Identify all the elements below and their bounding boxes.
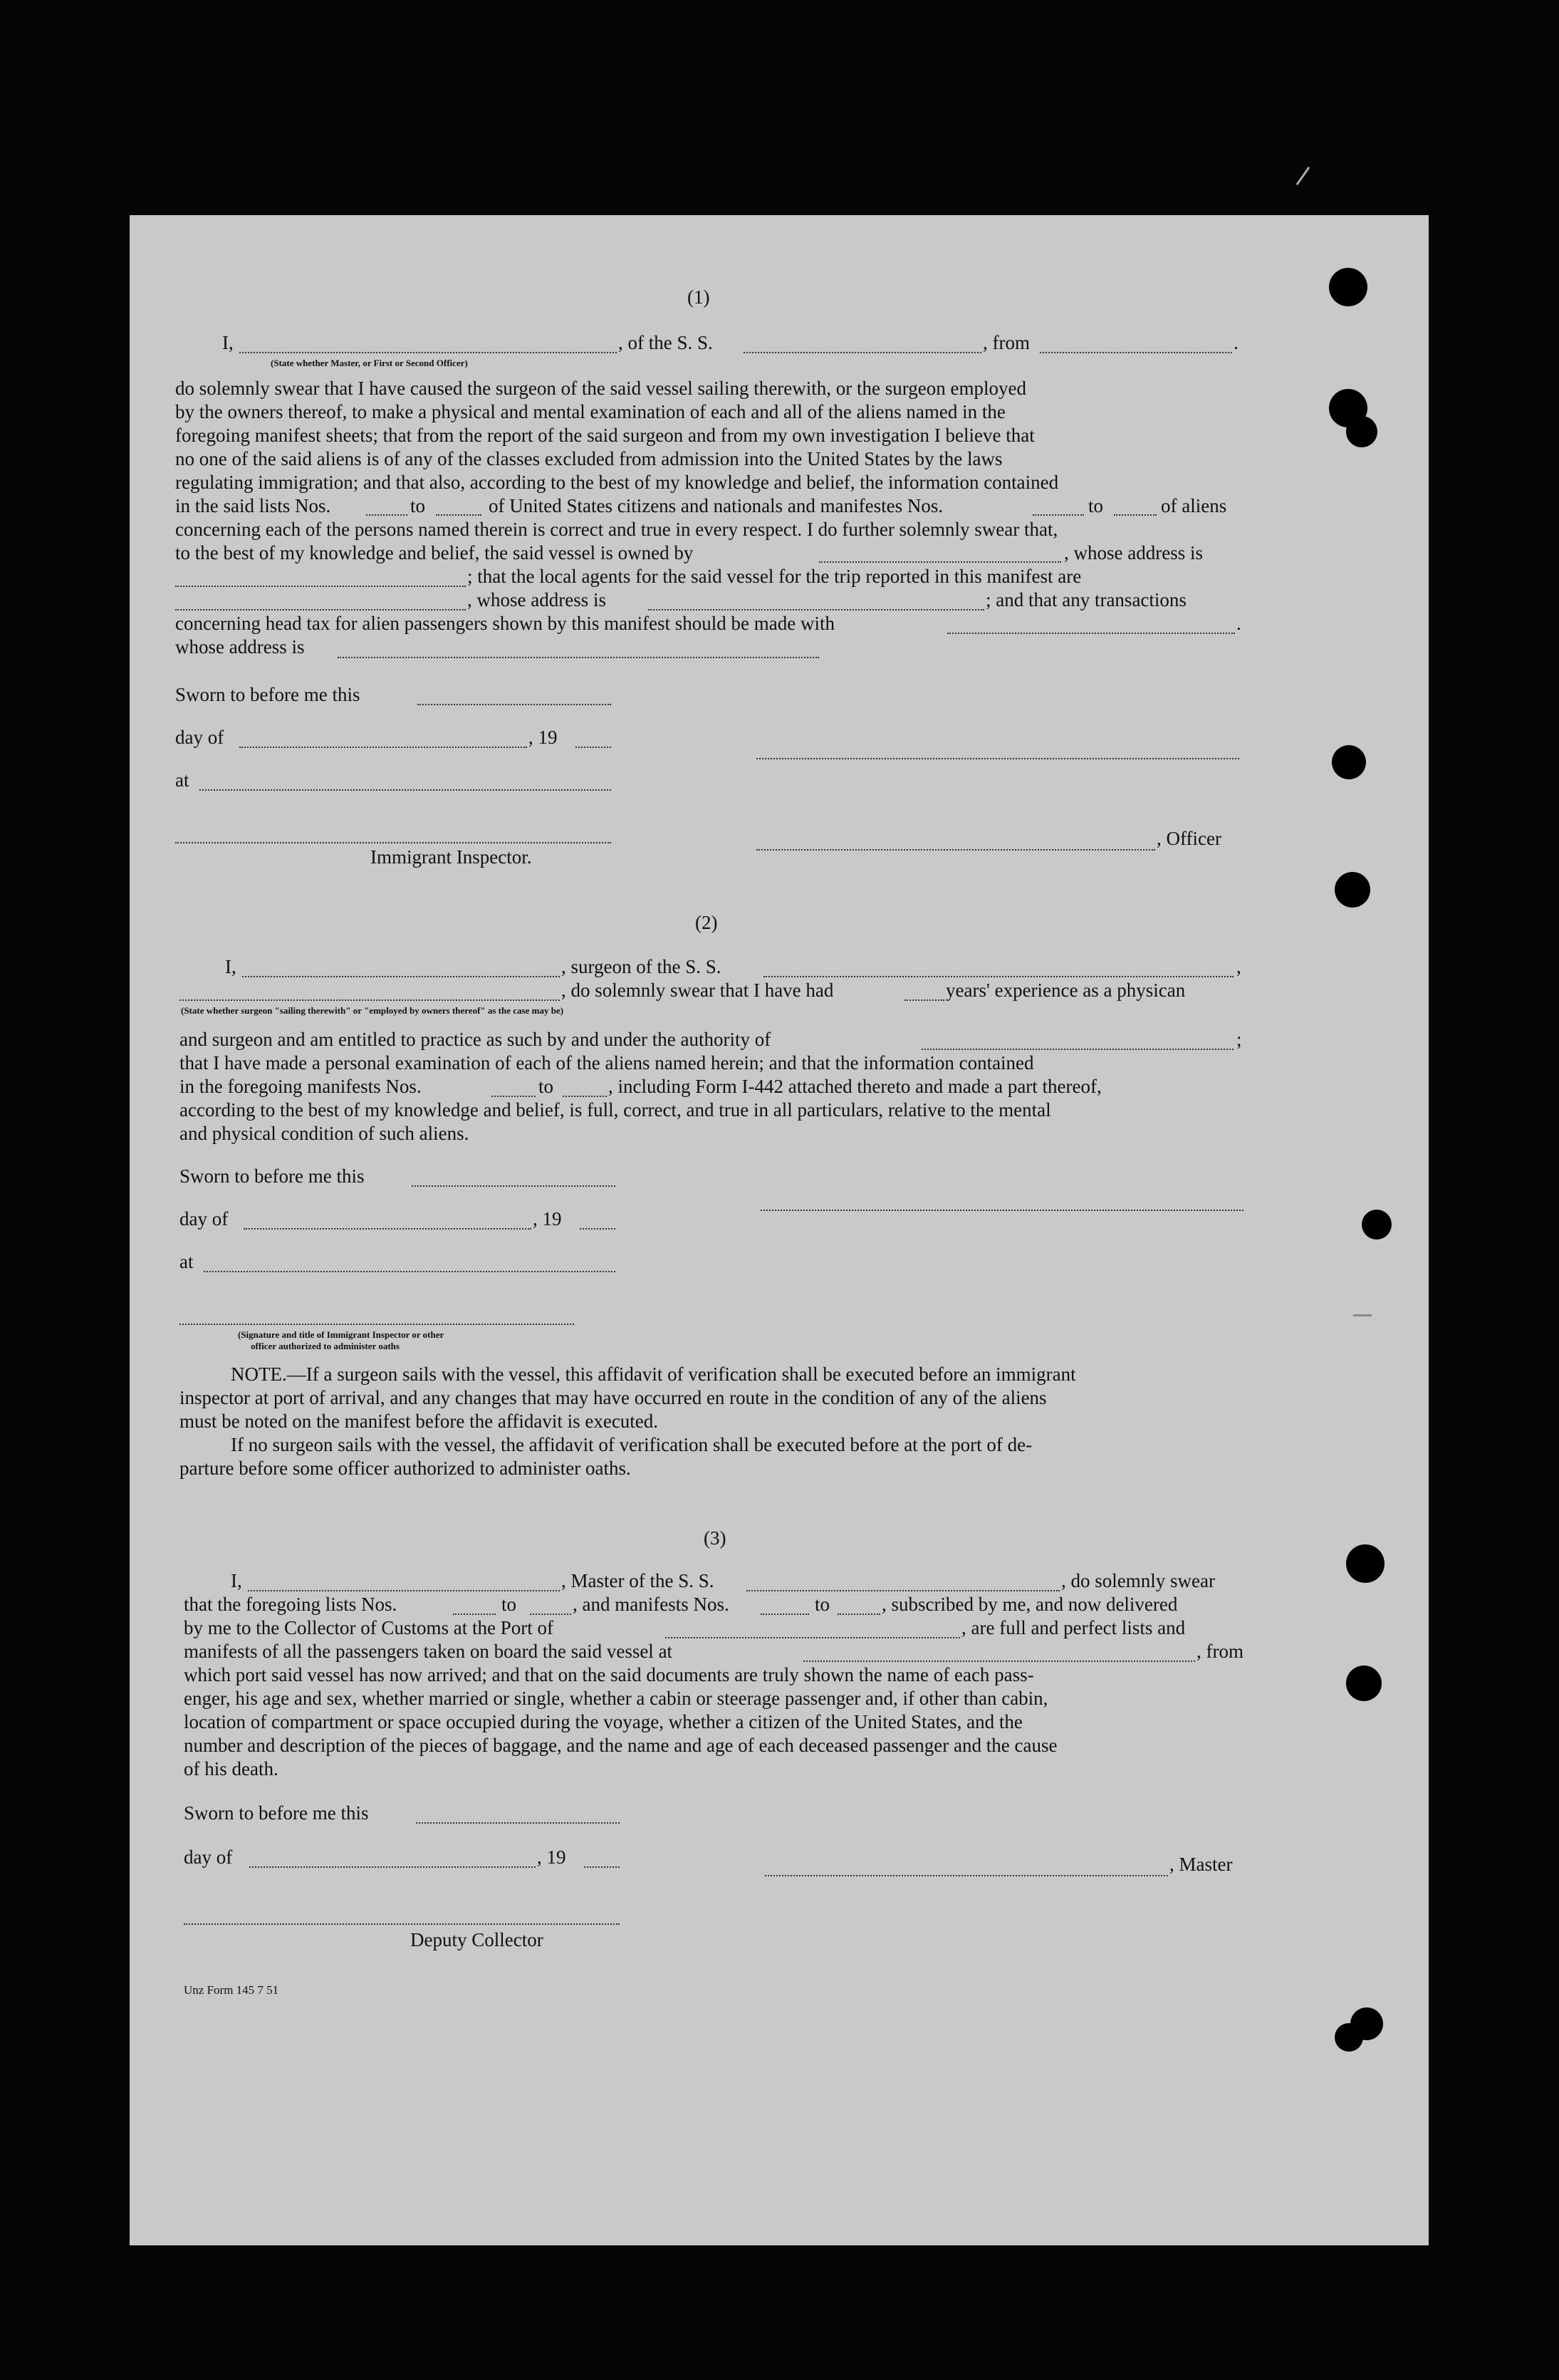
oath-text: ; xyxy=(1236,1029,1242,1050)
punch-hole xyxy=(1346,1544,1385,1583)
oath-text: , xyxy=(1236,956,1241,977)
oath-text: no one of the said aliens is of any of the classes excluded from admission into the United States by the laws xyxy=(175,448,1003,469)
punch-hole xyxy=(1332,745,1366,779)
departure-port-field[interactable] xyxy=(803,1661,1195,1662)
oath-text: to xyxy=(1088,495,1104,516)
manifests-to-field[interactable] xyxy=(1114,514,1157,516)
inspector-signature-line[interactable] xyxy=(179,1324,574,1325)
oath-text: I, xyxy=(222,332,234,353)
oath-text: whose address is xyxy=(175,636,305,658)
punch-hole xyxy=(1329,268,1367,306)
edge-mark xyxy=(1353,1314,1372,1316)
lists-to-field[interactable] xyxy=(530,1613,571,1615)
punch-hole xyxy=(1335,2023,1363,2052)
oath-text: do solemnly swear that I have caused the surgeon of the said vessel sailing therewith, or the surgeon employed xyxy=(175,378,1026,399)
oath-text: by me to the Collector of Customs at the Port of xyxy=(184,1617,553,1638)
oath-text: , do solemnly swear xyxy=(1061,1570,1215,1591)
day-label: day of xyxy=(175,727,224,748)
oath-text: that the foregoing lists Nos. xyxy=(184,1594,397,1615)
lists-from-field[interactable] xyxy=(453,1613,496,1615)
oath-text: and surgeon and am entitled to practice as such by and under the authority of xyxy=(179,1029,771,1050)
note-text: NOTE.—If a surgeon sails with the vessel, this affidavit of verification shall be executed before an immigrant xyxy=(231,1363,1076,1385)
master-label: , Master xyxy=(1169,1854,1233,1875)
field-hint: (Signature and title of Immigrant Inspector or other xyxy=(238,1329,444,1340)
authority-field[interactable] xyxy=(922,1049,1234,1050)
oath-text: , whose address is xyxy=(467,589,606,610)
note-text: must be noted on the manifest before the affidavit is executed. xyxy=(179,1410,659,1432)
oath-text: manifests of all the passengers taken on board the said vessel at xyxy=(184,1641,673,1662)
oath-text: which port said vessel has now arrived; and that on the said documents are truly shown the name of each pass- xyxy=(184,1664,1034,1685)
owner-field[interactable] xyxy=(819,561,1061,563)
oath-text: to xyxy=(815,1594,830,1615)
year-label: , 19 xyxy=(537,1846,566,1868)
head-tax-contact-field[interactable] xyxy=(947,633,1235,634)
punch-hole xyxy=(1335,872,1370,908)
field-hint: (State whether Master, or First or Second Officer) xyxy=(271,358,468,368)
section-number: (1) xyxy=(687,286,710,308)
name-field[interactable] xyxy=(239,352,617,353)
day-label: day of xyxy=(184,1846,233,1868)
officer-label: , Officer xyxy=(1157,828,1221,849)
agents-field[interactable] xyxy=(175,609,466,610)
field-hint: officer authorized to administer oaths xyxy=(251,1341,400,1351)
oath-text: of his death. xyxy=(184,1758,278,1779)
oath-text: regulating immigration; and that also, according to the best of my knowledge and belief, the information contained xyxy=(175,472,1059,493)
place-field[interactable] xyxy=(199,789,611,791)
oath-text: number and description of the pieces of baggage, and the name and age of each deceased passenger and the cause xyxy=(184,1735,1058,1756)
punch-hole xyxy=(1346,416,1377,447)
lists-from-field[interactable] xyxy=(366,514,407,516)
master-signature-line[interactable] xyxy=(765,1875,1168,1876)
ship-name-field[interactable] xyxy=(746,1590,1060,1591)
oath-text: to the best of my knowledge and belief, the said vessel is owned by xyxy=(175,542,694,563)
oath-text: and physical condition of such aliens. xyxy=(179,1123,469,1144)
contact-address-field[interactable] xyxy=(338,657,819,658)
place-field[interactable] xyxy=(204,1271,615,1272)
note-text: If no surgeon sails with the vessel, the affidavit of verification shall be executed before at the port of de- xyxy=(231,1434,1033,1455)
sworn-date-field[interactable] xyxy=(416,1822,620,1824)
punch-hole xyxy=(1346,1666,1382,1701)
oath-text: , surgeon of the S. S. xyxy=(561,956,721,977)
day-field[interactable] xyxy=(249,1866,536,1868)
oath-text: I, xyxy=(231,1570,242,1591)
day-label: day of xyxy=(179,1208,229,1230)
manifests-to-field[interactable] xyxy=(563,1096,607,1097)
year-label: , 19 xyxy=(533,1208,562,1230)
day-field[interactable] xyxy=(239,747,527,748)
oath-text: to xyxy=(410,495,426,516)
edge-mark xyxy=(1296,167,1310,185)
oath-text: in the said lists Nos. xyxy=(175,495,331,516)
master-name-field[interactable] xyxy=(248,1590,560,1591)
note-text: inspector at port of arrival, and any changes that may have occurred en route in the condition of any of the aliens xyxy=(179,1387,1047,1408)
sworn-date-field[interactable] xyxy=(412,1185,615,1187)
oath-text: . xyxy=(1234,332,1239,353)
at-label: at xyxy=(179,1251,194,1272)
sworn-date-field[interactable] xyxy=(417,704,611,705)
oath-text: ; and that any transactions xyxy=(986,589,1187,610)
oath-text: to xyxy=(538,1076,554,1097)
oath-text: , are full and perfect lists and xyxy=(961,1617,1186,1638)
lists-to-field[interactable] xyxy=(436,514,481,516)
year-label: , 19 xyxy=(528,727,558,748)
oath-text: , including Form I-442 attached thereto and made a part thereof, xyxy=(608,1076,1102,1097)
inspector-signature-line[interactable] xyxy=(175,842,611,843)
sworn-label: Sworn to before me this xyxy=(179,1165,365,1187)
surgeon-status-field[interactable] xyxy=(179,999,560,1001)
oath-text: , subscribed by me, and now delivered xyxy=(882,1594,1178,1615)
oath-text: , and manifests Nos. xyxy=(573,1594,729,1615)
deputy-signature-line[interactable] xyxy=(184,1923,620,1925)
agents-address-field[interactable] xyxy=(648,609,984,610)
ship-name-field[interactable] xyxy=(763,976,1234,977)
oath-text: I, xyxy=(225,956,236,977)
sworn-label: Sworn to before me this xyxy=(184,1802,369,1824)
manifests-from-field[interactable] xyxy=(1033,514,1084,516)
day-field[interactable] xyxy=(244,1228,531,1230)
oath-text: concerning head tax for alien passengers shown by this manifest should be made with xyxy=(175,613,835,634)
years-field[interactable] xyxy=(904,999,944,1001)
oath-text: of United States citizens and nationals and manifestes Nos. xyxy=(489,495,944,516)
oath-text: foregoing manifest sheets; that from the report of the said surgeon and from my own investigation I believe that xyxy=(175,425,1035,446)
section-number: (3) xyxy=(704,1527,726,1549)
oath-text: . xyxy=(1236,613,1241,634)
field-hint: (State whether surgeon "sailing therewith" or "employed by owners thereof" as the case may be) xyxy=(181,1005,564,1016)
owner-address-field[interactable] xyxy=(175,586,466,587)
oath-text: according to the best of my knowledge and belief, is full, correct, and true in all particulars, relative to the mental xyxy=(179,1099,1051,1121)
form-number: Unz Form 145 7 51 xyxy=(184,1983,279,1997)
note-text: parture before some officer authorized to administer oaths. xyxy=(179,1457,631,1479)
oath-text: ; that the local agents for the said vessel for the trip reported in this manifest are xyxy=(467,566,1082,587)
officer-title-line[interactable] xyxy=(756,849,1155,851)
officer-signature-line[interactable] xyxy=(756,758,1239,759)
surgeon-signature-line[interactable] xyxy=(761,1210,1243,1211)
deputy-label: Deputy Collector xyxy=(410,1929,543,1950)
year-field[interactable] xyxy=(584,1866,620,1868)
surgeon-name-field[interactable] xyxy=(242,976,560,977)
manifests-from-field[interactable] xyxy=(761,1613,809,1615)
oath-text: that I have made a personal examination of each of the aliens named herein; and that the information contained xyxy=(179,1052,1034,1074)
oath-text: enger, his age and sex, whether married or single, whether a cabin or steerage passenger and, if other than cabin, xyxy=(184,1688,1048,1709)
oath-text: location of compartment or space occupied during the voyage, whether a citizen of the United States, and the xyxy=(184,1711,1023,1732)
oath-text: years' experience as a physican xyxy=(946,979,1186,1001)
sworn-label: Sworn to before me this xyxy=(175,684,360,705)
year-field[interactable] xyxy=(575,747,611,748)
section-number: (2) xyxy=(695,912,718,933)
manifests-from-field[interactable] xyxy=(491,1096,536,1097)
oath-text: by the owners thereof, to make a physical and mental examination of each and all of the aliens named in the xyxy=(175,401,1006,422)
oath-text: , from xyxy=(1196,1641,1243,1662)
oath-text: of aliens xyxy=(1161,495,1227,516)
ship-name-field[interactable] xyxy=(744,352,981,353)
port-field[interactable] xyxy=(665,1637,960,1638)
origin-port-field[interactable] xyxy=(1040,352,1232,353)
oath-text: to xyxy=(501,1594,517,1615)
oath-text: in the foregoing manifests Nos. xyxy=(179,1076,422,1097)
punch-hole xyxy=(1362,1210,1392,1240)
year-field[interactable] xyxy=(580,1228,615,1230)
oath-text: , whose address is xyxy=(1064,542,1203,563)
oath-text: , from xyxy=(983,332,1030,353)
at-label: at xyxy=(175,769,189,791)
oath-text: , Master of the S. S. xyxy=(561,1570,714,1591)
oath-text: , of the S. S. xyxy=(618,332,713,353)
oath-text: , do solemnly swear that I have had xyxy=(561,979,834,1001)
oath-text: concerning each of the persons named therein is correct and true in every respect. I do further solemnly swear that, xyxy=(175,519,1058,540)
inspector-label: Immigrant Inspector. xyxy=(370,846,532,868)
manifests-to-field[interactable] xyxy=(838,1613,880,1615)
